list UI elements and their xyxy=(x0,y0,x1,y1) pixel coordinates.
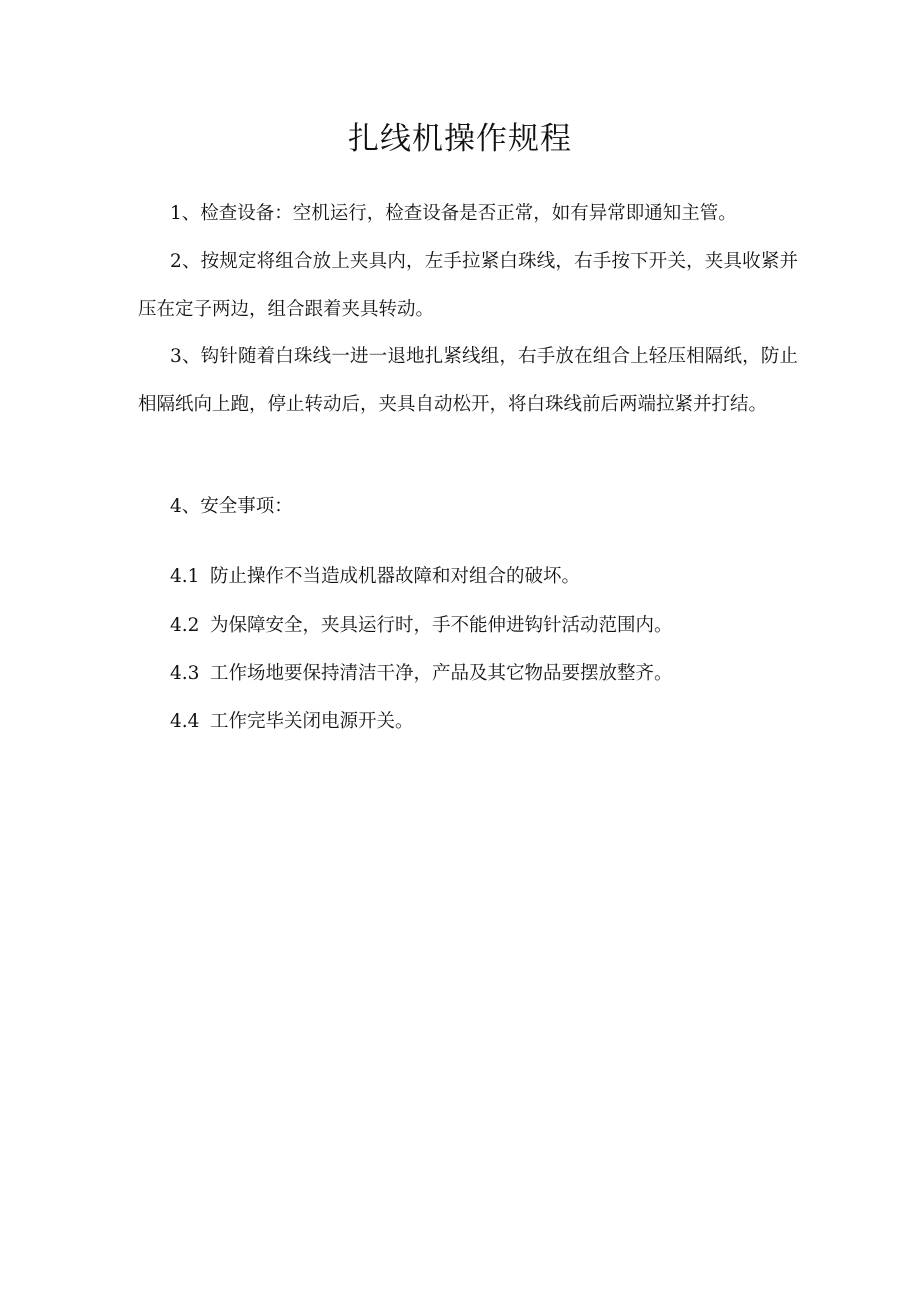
safety-item-number: 4.4 xyxy=(170,711,200,732)
safety-item-number: 4.1 xyxy=(170,566,200,587)
safety-item-text: 为保障安全，夹具运行时，手不能伸进钩针活动范围内。 xyxy=(210,615,673,636)
paragraph-2: 2、按规定将组合放上夹具内，左手拉紧白珠线，右手按下开关，夹具收紧并压在定子两边，组合跟着夹具转动。 xyxy=(138,251,798,320)
safety-item xyxy=(170,660,673,688)
safety-item xyxy=(170,708,414,736)
safety-item-text: 工作完毕关闭电源开关。 xyxy=(210,711,414,732)
safety-item-text: 防止操作不当造成机器故障和对组合的破坏。 xyxy=(210,566,581,587)
safety-item-number: 4.2 xyxy=(170,615,200,636)
paragraph-4-heading: 4、安全事项： xyxy=(170,496,293,517)
safety-item-number: 4.3 xyxy=(170,663,200,684)
paragraph-3: 3、钩针随着白珠线一进一退地扎紧线组，右手放在组合上轻压相隔纸，防止相隔纸向上跑，停止转动后，夹具自动松开，将白珠线前后两端拉紧并打结。 xyxy=(138,346,798,415)
paragraph-1: 1、检查设备：空机运行，检查设备是否正常，如有异常即通知主管。 xyxy=(170,203,737,224)
safety-item-text: 工作场地要保持清洁干净，产品及其它物品要摆放整齐。 xyxy=(210,663,673,684)
safety-item xyxy=(170,612,673,640)
document-title: 扎线机操作规程 xyxy=(348,121,572,157)
safety-item xyxy=(170,563,580,591)
